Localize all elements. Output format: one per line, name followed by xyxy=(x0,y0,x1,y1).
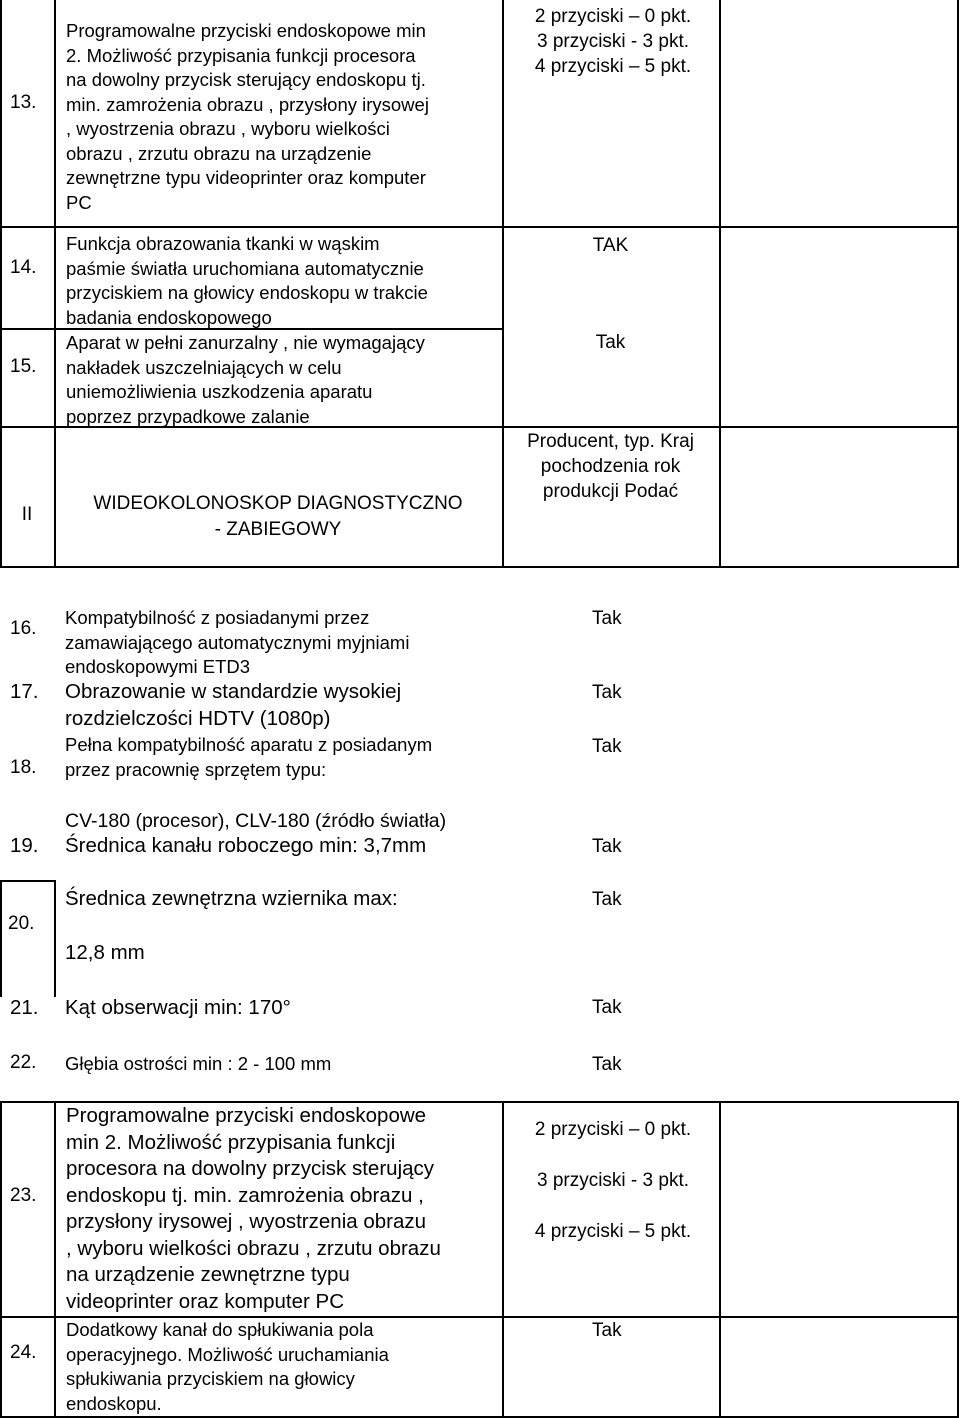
value-line: Tak xyxy=(592,1320,622,1341)
text-line: procesora na dowolny przycisk sterujący xyxy=(66,1157,435,1180)
text-line: Funkcja obrazowania tkanki w wąskim xyxy=(66,233,380,254)
text-line: Aparat w pełni zanurzalny , nie wymagający xyxy=(66,332,425,353)
value-line: Tak xyxy=(595,332,626,353)
text-line: Dodatkowy kanał do spłukiwania pola xyxy=(66,1319,374,1340)
grid-line xyxy=(0,0,2,568)
text-line: przysłony irysowej , wyostrzenia obrazu xyxy=(66,1210,427,1233)
value-line: 3 przyciski - 3 pkt. xyxy=(536,31,690,52)
value-line: produkcji Podać xyxy=(542,481,679,502)
value-line: 2 przyciski – 0 pkt. xyxy=(534,1119,692,1140)
value-line: 4 przyciski – 5 pkt. xyxy=(534,56,692,77)
grid-line xyxy=(502,1101,504,1418)
text-line: na dowolny przycisk sterujący endoskopu tj. xyxy=(66,69,426,90)
text-line: min 2. Możliwość przypisania funkcji xyxy=(66,1130,396,1154)
grid-line xyxy=(0,1101,2,1418)
item-description xyxy=(65,886,398,913)
text-line: WIDEOKOLONOSKOP DIAGNOSTYCZNO xyxy=(93,493,463,514)
text-line: endoskopu. xyxy=(66,1392,162,1414)
item-number: 22. xyxy=(10,1052,37,1073)
text-line: endoskopu tj. min. zamrożenia obrazu , xyxy=(66,1183,424,1207)
section-number: II xyxy=(21,504,33,525)
text-line: obrazu , zrzutu obrazu na urządzenie xyxy=(66,142,372,164)
row-description xyxy=(66,1318,389,1416)
item-value: Tak xyxy=(592,608,622,629)
grid-line xyxy=(0,566,959,568)
row-number: 23. xyxy=(10,1185,37,1206)
text-line: nakładek uszczelniających w celu xyxy=(66,356,342,378)
item-description xyxy=(65,679,401,732)
text-line: , wyboru wielkości obrazu , zrzutu obrazu xyxy=(66,1236,441,1260)
grid-line xyxy=(719,1101,721,1418)
section-title xyxy=(54,491,502,543)
grid-line xyxy=(54,1101,56,1418)
text-line: 2. Możliwość przypisania funkcji procesora xyxy=(66,44,416,66)
value-line: pochodzenia rok xyxy=(540,456,681,477)
text-line: uniemożliwienia uszkodzenia aparatu xyxy=(66,381,373,402)
value-line: TAK xyxy=(592,235,629,256)
row-number: 15. xyxy=(10,356,37,377)
text-line: przez pracownię sprzętem typu: xyxy=(65,758,327,780)
grid-line xyxy=(719,0,721,568)
row-description xyxy=(66,331,425,429)
grid-line xyxy=(957,1101,959,1418)
row-value xyxy=(517,4,709,79)
text-line: endoskopowymi ETD3 xyxy=(65,656,251,677)
item-number: 16. xyxy=(10,618,37,639)
grid-line xyxy=(0,880,2,997)
item-description xyxy=(65,833,426,860)
text-line: zewnętrzne typu videoprinter oraz komputer xyxy=(66,167,426,188)
row-value xyxy=(592,1318,622,1343)
item-description-cont xyxy=(65,940,145,967)
item-description xyxy=(65,995,291,1022)
text-line: zamawiającego automatycznymi myjniami xyxy=(65,631,410,653)
text-line: badania endoskopowego xyxy=(66,306,272,328)
item-number: 18. xyxy=(10,757,37,778)
item-value: Tak xyxy=(592,736,622,757)
text-line: , wyostrzenia obrazu , wyboru wielkości xyxy=(66,118,390,139)
row-number: 24. xyxy=(10,1342,37,1363)
item-number: 17. xyxy=(10,680,39,703)
row-number: 13. xyxy=(10,92,37,113)
row-number: 14. xyxy=(10,257,37,278)
text-line: Programowalne przyciski endoskopowe min xyxy=(66,20,426,41)
text-line: - ZABIEGOWY xyxy=(214,519,342,540)
row-description xyxy=(66,19,429,215)
item-value: Tak xyxy=(592,682,622,703)
text-line: videoprinter oraz komputer PC xyxy=(66,1289,345,1313)
item-number: 19. xyxy=(10,834,39,857)
grid-line xyxy=(0,880,56,882)
text-line: Kąt obserwacji min: 170° xyxy=(65,996,291,1019)
value-line: 4 przyciski – 5 pkt. xyxy=(534,1221,692,1242)
item-extra-text: CV-180 (procesor), CLV-180 (źródło światła) xyxy=(65,810,447,832)
text-line: 12,8 mm xyxy=(65,941,145,964)
grid-line xyxy=(54,880,56,997)
item-value: Tak xyxy=(592,997,622,1018)
grid-line xyxy=(0,226,959,228)
item-number: 21. xyxy=(10,996,39,1019)
text-line: Programowalne przyciski endoskopowe xyxy=(66,1104,427,1127)
text-line: na urządzenie zewnętrzne typu xyxy=(66,1263,350,1286)
item-value: Tak xyxy=(592,836,622,857)
item-description xyxy=(65,1052,331,1077)
text-line: poprzez przypadkowe zalanie xyxy=(66,405,310,427)
row-value xyxy=(517,1104,709,1257)
row-value xyxy=(502,330,719,355)
row-value xyxy=(502,429,719,504)
value-line: Producent, typ. Kraj xyxy=(527,431,694,452)
item-number: 20. xyxy=(8,913,35,934)
text-line: rozdzielczości HDTV (1080p) xyxy=(65,706,331,730)
value-line: 3 przyciski - 3 pkt. xyxy=(536,1170,690,1191)
text-line: Średnica kanału roboczego min: 3,7mm xyxy=(65,834,427,857)
grid-line xyxy=(54,0,56,568)
text-line: Pełna kompatybilność aparatu z posiadanym xyxy=(65,734,433,755)
text-line: PC xyxy=(66,191,92,213)
text-line: przyciskiem na głowicy endoskopu w trakcie xyxy=(66,282,428,303)
item-value: Tak xyxy=(592,889,622,910)
row-description xyxy=(66,1103,441,1315)
text-line: min. zamrożenia obrazu , przysłony irysowej xyxy=(66,93,429,115)
item-description xyxy=(65,606,409,680)
item-value: Tak xyxy=(592,1054,622,1075)
text-line: operacyjnego. Możliwość uruchamiania xyxy=(66,1343,389,1365)
row-description xyxy=(66,232,428,330)
text-line: spłukiwania przyciskiem na głowicy xyxy=(66,1368,355,1389)
text-line: Kompatybilność z posiadanymi przez xyxy=(65,607,370,628)
item-description xyxy=(65,733,432,782)
text-line: Średnica zewnętrzna wziernika max: xyxy=(65,887,398,910)
text-line: Obrazowanie w standardzie wysokiej xyxy=(65,680,402,703)
text-line: Głębia ostrości min : 2 - 100 mm xyxy=(65,1053,332,1074)
grid-line xyxy=(957,0,959,568)
text-line: paśmie światła uruchomiana automatycznie xyxy=(66,257,424,279)
row-value xyxy=(502,233,719,258)
value-line: 2 przyciski – 0 pkt. xyxy=(534,6,692,27)
